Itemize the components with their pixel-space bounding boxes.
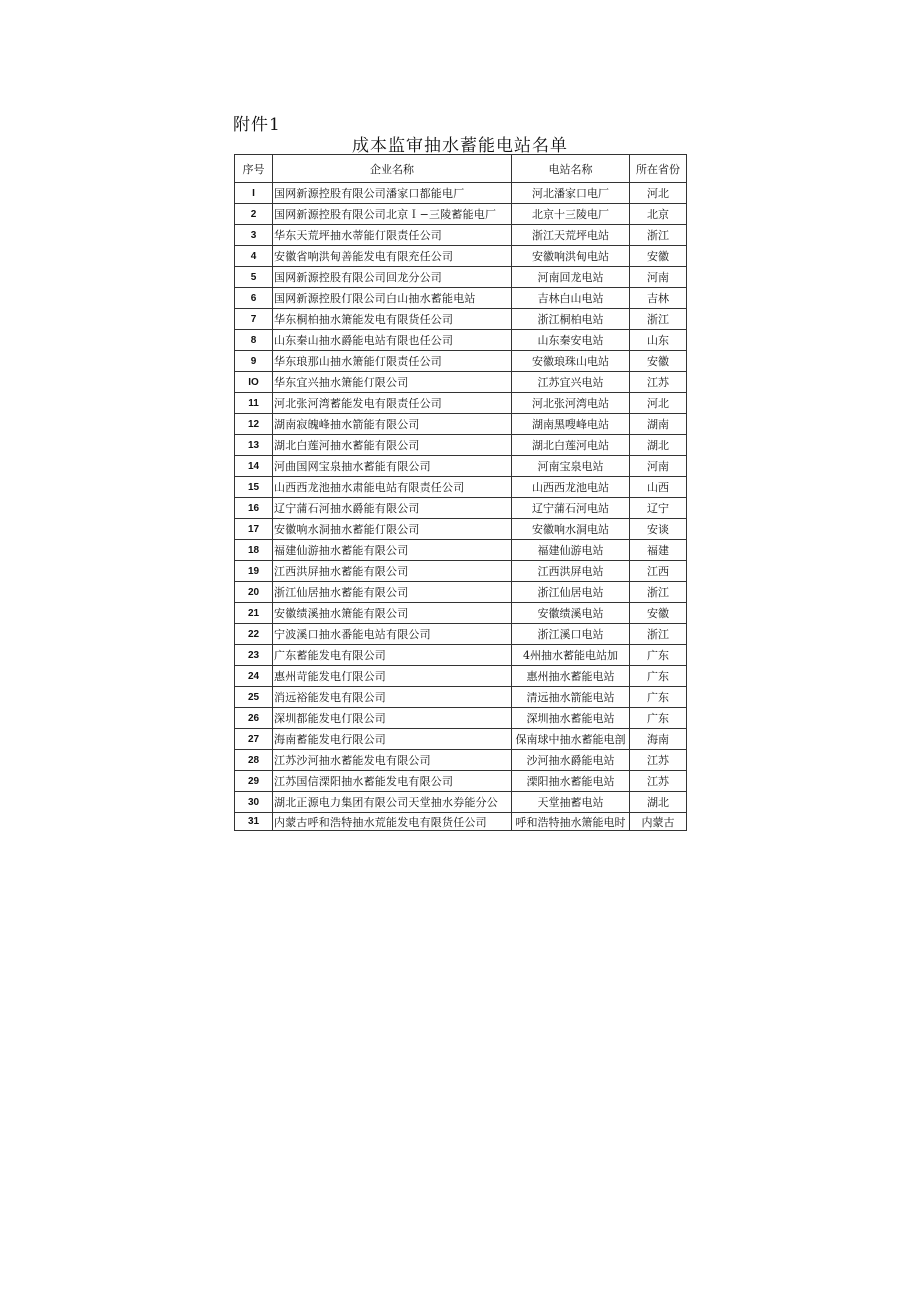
station-name-cell: 河北潘家口电厂 <box>512 183 630 204</box>
serial-number-cell: 11 <box>235 393 273 414</box>
table-row <box>235 414 687 435</box>
serial-number-cell: 17 <box>235 519 273 540</box>
serial-number-cell: 27 <box>235 729 273 750</box>
province-cell: 湖南 <box>630 414 687 435</box>
station-name-cell: 山西西龙池电站 <box>512 477 630 498</box>
table-row <box>235 435 687 456</box>
station-name-cell: 溧阳抽水蓄能电站 <box>512 771 630 792</box>
station-name-cell: 惠州抽水蓄能电站 <box>512 666 630 687</box>
company-name-cell: 江苏沙河抽水蓄能发电有限公司 <box>273 750 512 771</box>
serial-number-cell: 8 <box>235 330 273 351</box>
station-name-cell: 北京十三陵电厂 <box>512 204 630 225</box>
serial-number-cell: 26 <box>235 708 273 729</box>
province-cell: 山东 <box>630 330 687 351</box>
table-row <box>235 477 687 498</box>
province-cell: 浙江 <box>630 624 687 645</box>
company-name-cell: 安徽省响洪甸善能发电有限充任公司 <box>273 246 512 267</box>
station-name-cell: 山东秦安电站 <box>512 330 630 351</box>
table-row <box>235 771 687 792</box>
company-name-cell: 安徽绩溪抽水箫能有限公司 <box>273 603 512 624</box>
table-row <box>235 582 687 603</box>
serial-number-cell: 18 <box>235 540 273 561</box>
table-row <box>235 309 687 330</box>
station-name-cell: 安徽响水洞电站 <box>512 519 630 540</box>
serial-number-cell: 13 <box>235 435 273 456</box>
table-row <box>235 603 687 624</box>
province-cell: 江苏 <box>630 372 687 393</box>
serial-number-cell: 20 <box>235 582 273 603</box>
table-row <box>235 708 687 729</box>
serial-number-cell: 4 <box>235 246 273 267</box>
serial-number-cell: 6 <box>235 288 273 309</box>
company-name-cell: 江西洪屏抽水蓄能有限公司 <box>273 561 512 582</box>
company-name-cell: 浙江仙居抽水蓄能有限公司 <box>273 582 512 603</box>
province-cell: 安徽 <box>630 246 687 267</box>
province-cell: 内蒙古 <box>630 813 687 831</box>
table-row <box>235 456 687 477</box>
station-name-cell: 安徽绩溪电站 <box>512 603 630 624</box>
company-name-cell: 湖北白莲河抽水蓄能有限公司 <box>273 435 512 456</box>
province-cell: 河北 <box>630 393 687 414</box>
power-station-table <box>234 154 687 831</box>
province-cell: 广东 <box>630 645 687 666</box>
company-name-cell: 湖北正源电力集团有限公司天堂抽水券能分公 <box>273 792 512 813</box>
serial-number-cell: 14 <box>235 456 273 477</box>
province-cell: 浙江 <box>630 225 687 246</box>
province-cell: 江苏 <box>630 750 687 771</box>
company-name-cell: 内蒙古呼和浩特抽水荒能发电有限货任公司 <box>273 813 512 831</box>
company-name-cell: 国网新源控股有限公司回龙分公司 <box>273 267 512 288</box>
document-title: 成本监审抽水蓄能电站名单 <box>352 136 568 156</box>
station-name-cell: 保南球中抽水蓄能电剖 <box>512 729 630 750</box>
company-name-cell: 国网新源控股仃限公司白山抽水蓄能电站 <box>273 288 512 309</box>
company-name-cell: 山东秦山抽水爵能电站有限也任公司 <box>273 330 512 351</box>
province-cell: 海南 <box>630 729 687 750</box>
station-name-cell: 呼和浩特抽水箫能电时 <box>512 813 630 831</box>
station-name-cell: 河南回龙电站 <box>512 267 630 288</box>
station-name-cell: 沙河抽水爵能电站 <box>512 750 630 771</box>
company-name-cell: 华东琅那山抽水箫能仃限责任公司 <box>273 351 512 372</box>
company-name-cell: 消远裕能发电有限公司 <box>273 687 512 708</box>
serial-number-cell: 29 <box>235 771 273 792</box>
table-row <box>235 288 687 309</box>
province-cell: 辽宁 <box>630 498 687 519</box>
province-cell: 浙江 <box>630 582 687 603</box>
province-cell: 安谈 <box>630 519 687 540</box>
attachment-label: 附件1 <box>233 115 281 135</box>
station-name-cell: 吉林白山电站 <box>512 288 630 309</box>
serial-number-cell: 28 <box>235 750 273 771</box>
station-name-cell: 湖北白莲河电站 <box>512 435 630 456</box>
province-cell: 安徽 <box>630 351 687 372</box>
serial-number-cell: 19 <box>235 561 273 582</box>
serial-number-cell: 31 <box>235 813 273 831</box>
table-header-row <box>235 155 687 183</box>
table-row <box>235 519 687 540</box>
station-name-cell: 湖南黑嗖峰电站 <box>512 414 630 435</box>
table-row <box>235 372 687 393</box>
station-name-cell: 江西洪屏电站 <box>512 561 630 582</box>
serial-number-cell: I <box>235 183 273 204</box>
serial-number-cell: 16 <box>235 498 273 519</box>
serial-number-cell: IO <box>235 372 273 393</box>
province-cell: 河北 <box>630 183 687 204</box>
table-row <box>235 330 687 351</box>
table-row <box>235 792 687 813</box>
company-name-cell: 湖南寂魄峰抽水箭能有限公司 <box>273 414 512 435</box>
table-row <box>235 624 687 645</box>
station-name-cell: 江苏宜兴电站 <box>512 372 630 393</box>
station-name-cell: 浙江仙居电站 <box>512 582 630 603</box>
company-name-cell: 深圳都能发电仃限公司 <box>273 708 512 729</box>
company-name-cell: 辽宁蒲石河抽水爵能有限公司 <box>273 498 512 519</box>
province-cell: 江苏 <box>630 771 687 792</box>
station-name-cell: 福建仙游电站 <box>512 540 630 561</box>
table-row <box>235 750 687 771</box>
table-row <box>235 204 687 225</box>
serial-number-cell: 22 <box>235 624 273 645</box>
table-row <box>235 687 687 708</box>
station-name-cell: 浙江天荒坪电站 <box>512 225 630 246</box>
header-station-name: 电站名称 <box>512 155 630 183</box>
station-name-cell: 辽宁蒲石河电站 <box>512 498 630 519</box>
province-cell: 江西 <box>630 561 687 582</box>
table-row <box>235 225 687 246</box>
company-name-cell: 华东宜兴抽水箫能仃限公司 <box>273 372 512 393</box>
station-name-cell: 清远抽水箭能电站 <box>512 687 630 708</box>
table-row <box>235 645 687 666</box>
province-cell: 广东 <box>630 687 687 708</box>
table-row <box>235 813 687 831</box>
company-name-cell: 国网新源控股有限公司潘家口都能电厂 <box>273 183 512 204</box>
company-name-cell: 宁波溪口抽水番能电站有限公司 <box>273 624 512 645</box>
company-name-cell: 河曲国网宝泉抽水蓄能有限公司 <box>273 456 512 477</box>
serial-number-cell: 2 <box>235 204 273 225</box>
serial-number-cell: 7 <box>235 309 273 330</box>
station-name-cell: 河南宝泉电站 <box>512 456 630 477</box>
province-cell: 浙江 <box>630 309 687 330</box>
station-name-cell: 天堂抽蓄电站 <box>512 792 630 813</box>
company-name-cell: 海南蓄能发电行限公司 <box>273 729 512 750</box>
station-name-cell: 浙江溪口电站 <box>512 624 630 645</box>
company-name-cell: 河北张河湾蓄能发电有限责任公司 <box>273 393 512 414</box>
province-cell: 安徽 <box>630 603 687 624</box>
table-row <box>235 666 687 687</box>
company-name-cell: 安徽响水洞抽水蓄能仃限公司 <box>273 519 512 540</box>
table-row <box>235 183 687 204</box>
table-body <box>235 183 687 831</box>
serial-number-cell: 5 <box>235 267 273 288</box>
station-name-cell: 安徽响洪甸电站 <box>512 246 630 267</box>
company-name-cell: 福建仙游抽水蓄能有限公司 <box>273 540 512 561</box>
serial-number-cell: 15 <box>235 477 273 498</box>
province-cell: 北京 <box>630 204 687 225</box>
station-name-cell: 4州抽水蓄能电站加 <box>512 645 630 666</box>
province-cell: 山西 <box>630 477 687 498</box>
province-cell: 河南 <box>630 267 687 288</box>
province-cell: 河南 <box>630 456 687 477</box>
serial-number-cell: 23 <box>235 645 273 666</box>
province-cell: 湖北 <box>630 435 687 456</box>
serial-number-cell: 21 <box>235 603 273 624</box>
station-name-cell: 浙江桐柏电站 <box>512 309 630 330</box>
table-row <box>235 561 687 582</box>
company-name-cell: 惠州苛能发电仃限公司 <box>273 666 512 687</box>
header-company-name: 企业名称 <box>273 155 512 183</box>
company-name-cell: 华东桐柏抽水箫能发电有限货任公司 <box>273 309 512 330</box>
table-row <box>235 393 687 414</box>
province-cell: 吉林 <box>630 288 687 309</box>
company-name-cell: 山西西龙池抽水肃能电站有限责任公司 <box>273 477 512 498</box>
station-name-cell: 安徽琅珠山电站 <box>512 351 630 372</box>
serial-number-cell: 30 <box>235 792 273 813</box>
table-row <box>235 246 687 267</box>
serial-number-cell: 12 <box>235 414 273 435</box>
header-province: 所在省份 <box>630 155 687 183</box>
station-name-cell: 深圳抽水蓄能电站 <box>512 708 630 729</box>
table-row <box>235 351 687 372</box>
station-name-cell: 河北张河湾电站 <box>512 393 630 414</box>
table-row <box>235 729 687 750</box>
province-cell: 广东 <box>630 666 687 687</box>
serial-number-cell: 25 <box>235 687 273 708</box>
company-name-cell: 华东天荒坪抽水蒂能仃限责任公司 <box>273 225 512 246</box>
province-cell: 广东 <box>630 708 687 729</box>
company-name-cell: 广东蓄能发电有限公司 <box>273 645 512 666</box>
company-name-cell: 江苏国信溧阳抽水蓄能发电有限公司 <box>273 771 512 792</box>
table-row <box>235 267 687 288</box>
serial-number-cell: 3 <box>235 225 273 246</box>
header-serial-number: 序号 <box>235 155 273 183</box>
table-row <box>235 498 687 519</box>
company-name-cell: 国网新源控股有限公司北京Ｉ−三陵蓄能电厂 <box>273 204 512 225</box>
province-cell: 福建 <box>630 540 687 561</box>
serial-number-cell: 24 <box>235 666 273 687</box>
serial-number-cell: 9 <box>235 351 273 372</box>
table-row <box>235 540 687 561</box>
province-cell: 湖北 <box>630 792 687 813</box>
